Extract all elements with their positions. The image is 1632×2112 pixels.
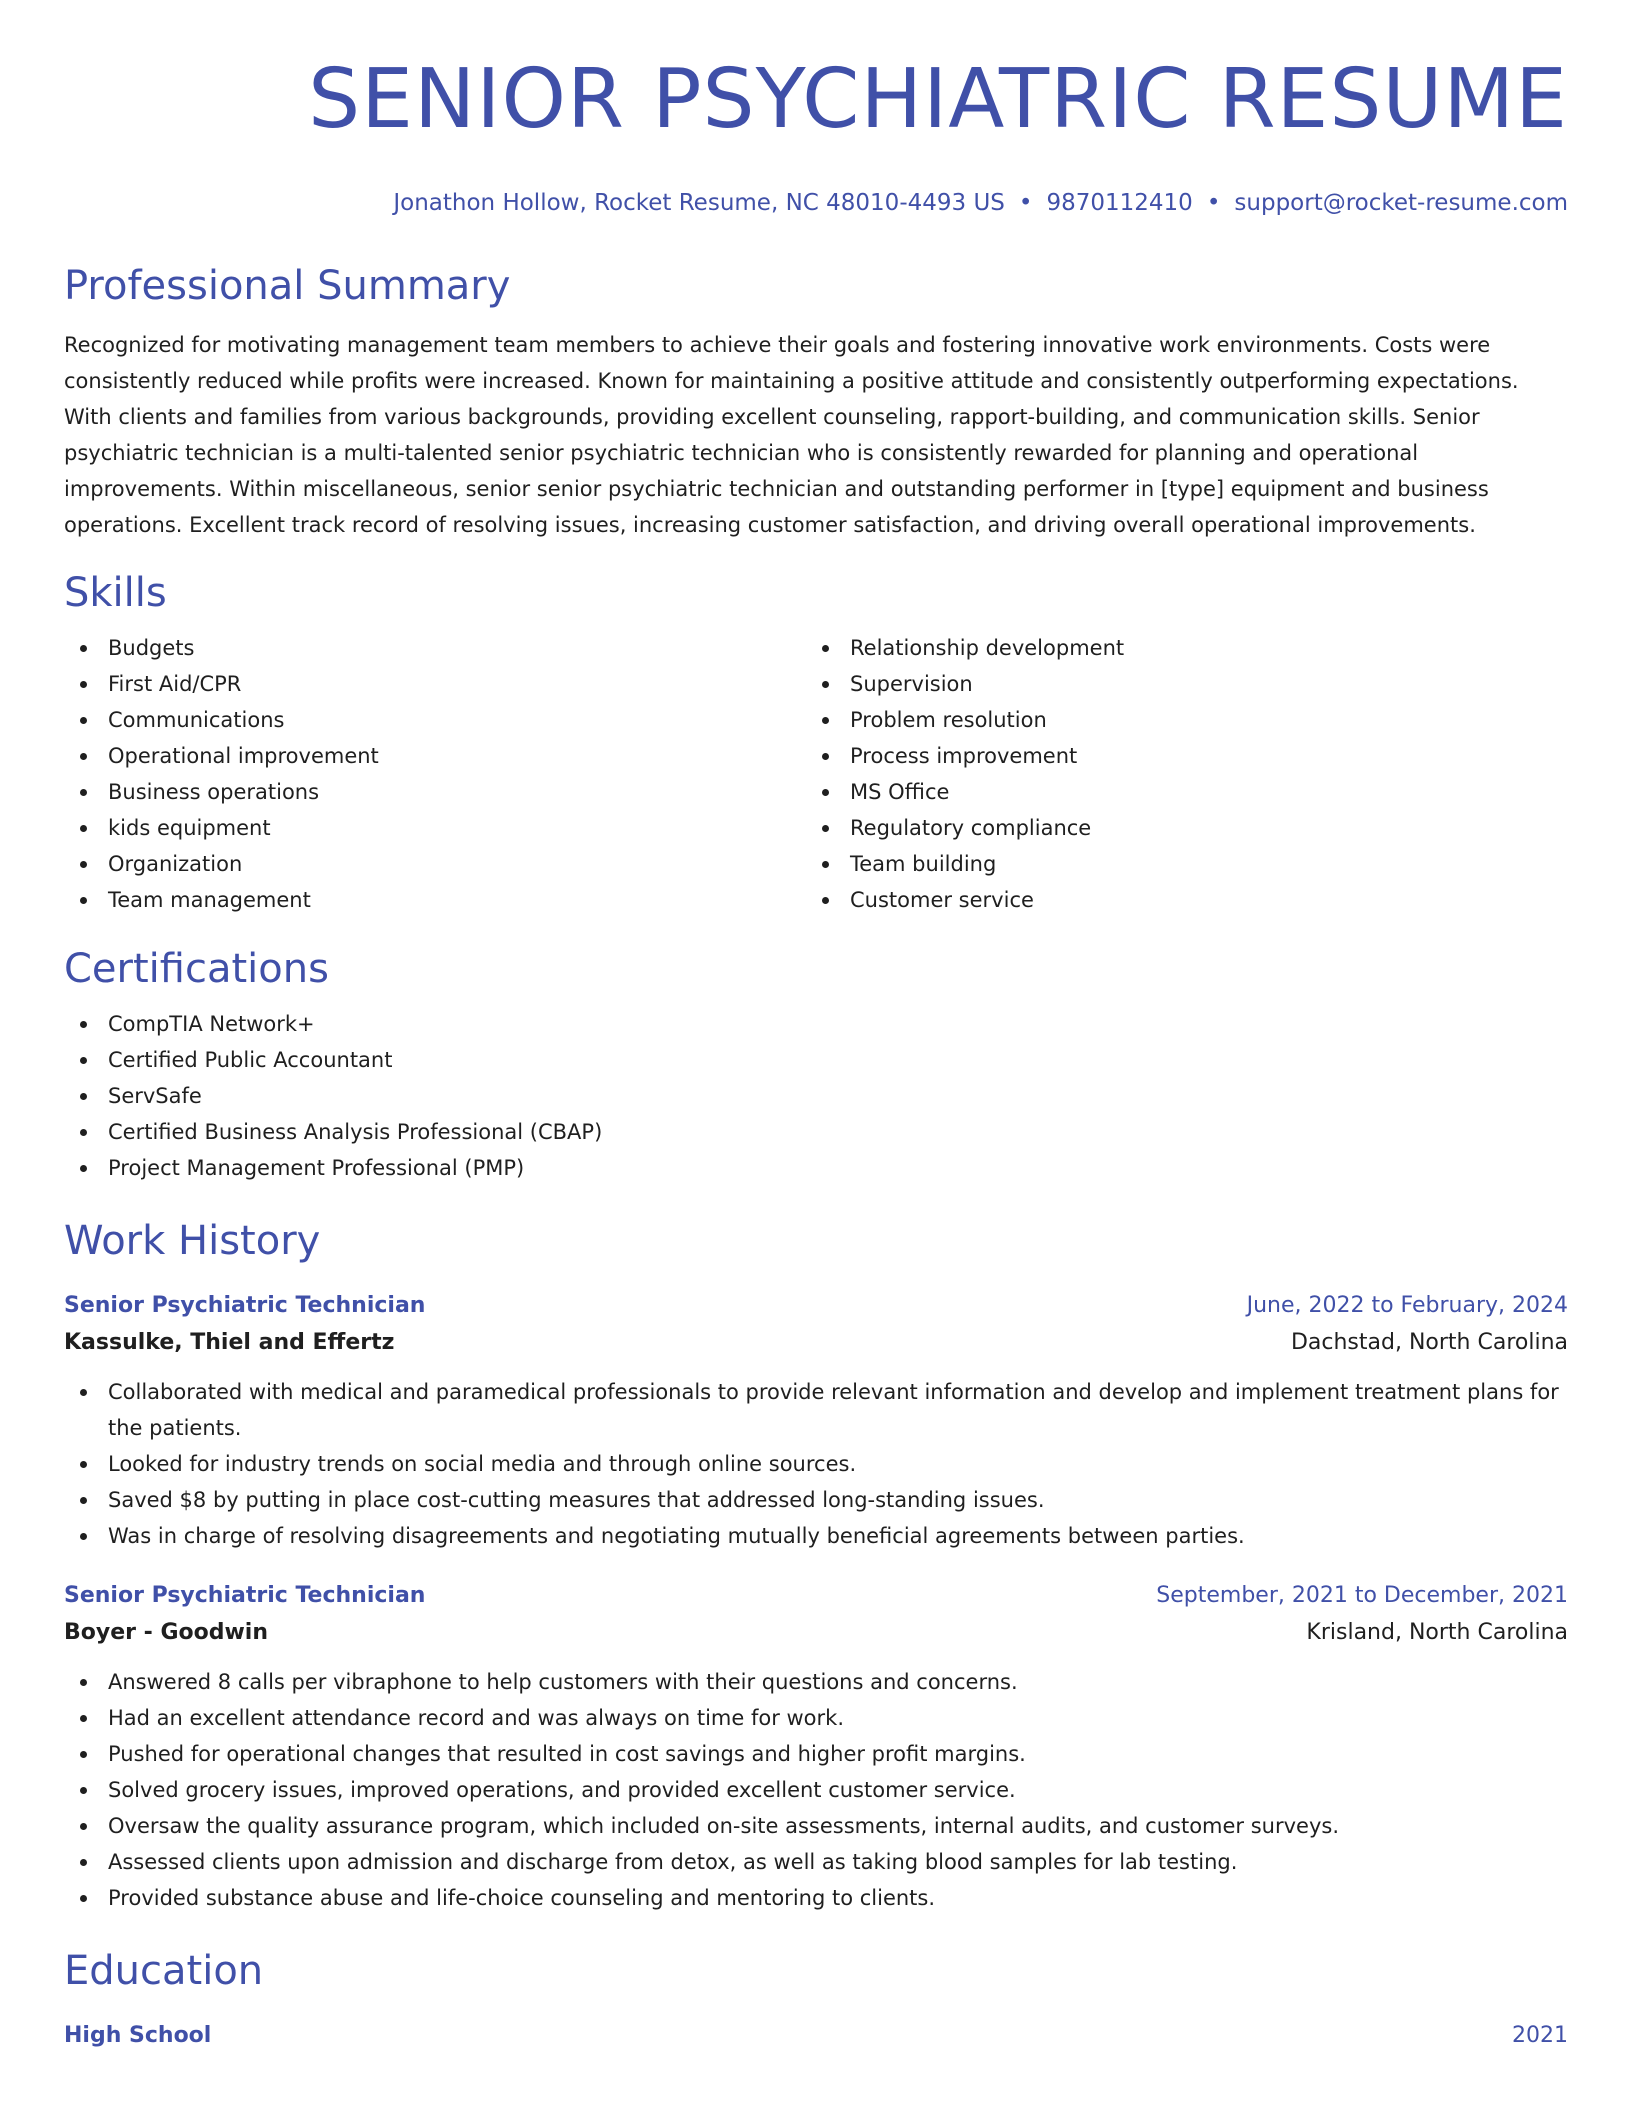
skills-grid (64, 630, 1568, 918)
certification-item: Project Management Professional (PMP) (64, 1150, 1568, 1186)
section-heading-skills: Skills (64, 570, 167, 616)
contact-line (64, 186, 1568, 220)
education-section (64, 1946, 1568, 2054)
skill-item: Organization (64, 846, 806, 882)
skill-item: Budgets (64, 630, 806, 666)
job-location: Dachstad, North Carolina (1290, 1330, 1568, 1355)
certifications-list (64, 1006, 1568, 1186)
job-title-row (64, 1578, 1568, 1614)
work-history-section (64, 1216, 1568, 1916)
job-title: Senior Psychiatric Technician (64, 1583, 426, 1608)
contact-separator: • (1018, 190, 1033, 216)
contact-phone: 9870112410 (1046, 190, 1193, 216)
job-title-row (64, 1288, 1568, 1324)
contact-email[interactable]: support@rocket-resume.com (1234, 190, 1568, 216)
duty-item: Answered 8 calls per vibraphone to help customers with their questions and concerns. (64, 1664, 1568, 1700)
job-entry (64, 1288, 1568, 1554)
skills-list-left (64, 630, 806, 918)
certification-item: Certified Business Analysis Professional (CBAP) (64, 1114, 1568, 1150)
section-heading-certifications: Certifications (64, 946, 329, 992)
job-dates: September, 2021 to December, 2021 (1156, 1583, 1568, 1608)
education-year: 2021 (1512, 2023, 1568, 2048)
certification-item: CompTIA Network+ (64, 1006, 1568, 1042)
skill-item: Regulatory compliance (806, 810, 1548, 846)
duty-item: Saved $8 by putting in place cost-cutting measures that addressed long-standing issues. (64, 1482, 1568, 1518)
job-company: Kassulke, Thiel and Effertz (64, 1330, 395, 1355)
duty-item: Assessed clients upon admission and discharge from detox, as well as taking blood samples for lab testing. (64, 1844, 1568, 1880)
skill-item: First Aid/CPR (64, 666, 806, 702)
duty-item: Collaborated with medical and paramedical professionals to provide relevant information and develop and implement treatment plans for the patients. (64, 1374, 1568, 1446)
contact-separator: • (1206, 190, 1221, 216)
job-company-row (64, 1614, 1568, 1652)
job-entry (64, 1578, 1568, 1916)
duty-item: Had an excellent attendance record and was always on time for work. (64, 1700, 1568, 1736)
job-duties-list (64, 1664, 1568, 1916)
contact-address: Jonathon Hollow, Rocket Resume, NC 48010-4493 US (393, 190, 1005, 216)
duty-item: Pushed for operational changes that resulted in cost savings and higher profit margins. (64, 1736, 1568, 1772)
duty-item: Was in charge of resolving disagreements and negotiating mutually beneficial agreements between parties. (64, 1518, 1568, 1554)
job-duties-list (64, 1374, 1568, 1554)
certification-item: ServSafe (64, 1078, 1568, 1114)
skill-item: Team building (806, 846, 1548, 882)
section-heading-education: Education (64, 1948, 264, 1994)
duty-item: Looked for industry trends on social media and through online sources. (64, 1446, 1568, 1482)
section-heading-summary: Professional Summary (64, 263, 511, 309)
duty-item: Solved grocery issues, improved operations, and provided excellent customer service. (64, 1772, 1568, 1808)
skill-item: Relationship development (806, 630, 1548, 666)
education-row (64, 2018, 1568, 2054)
resume-title: SENIOR PSYCHIATRIC RESUME (308, 52, 1568, 147)
job-title: Senior Psychiatric Technician (64, 1293, 426, 1318)
skills-section (64, 568, 1568, 918)
job-dates: June, 2022 to February, 2024 (1246, 1293, 1568, 1318)
skills-list-right (806, 630, 1548, 918)
skill-item: Supervision (806, 666, 1548, 702)
job-company-row (64, 1324, 1568, 1362)
skill-item: Business operations (64, 774, 806, 810)
skill-item: MS Office (806, 774, 1548, 810)
skill-item: kids equipment (64, 810, 806, 846)
job-company: Boyer - Goodwin (64, 1620, 269, 1645)
skill-item: Operational improvement (64, 738, 806, 774)
certifications-section (64, 944, 1568, 1186)
job-location: Krisland, North Carolina (1306, 1620, 1568, 1645)
skill-item: Team management (64, 882, 806, 918)
professional-summary-section (64, 261, 1568, 543)
education-degree: High School (64, 2023, 212, 2048)
summary-text: Recognized for motivating management team members to achieve their goals and fostering innovative work environments. Costs were consistently reduced while profits were increased. Known for maintaining a positive attitude and consistently outperforming expectations. With clients and families from various backgrounds, providing excellent counseling, rapport-building, and communication skills. Senior psychiatric technician is a multi-talented senior psychiatric technician who is consistently rewarded for planning and operational improvements. Within miscellaneous, senior senior psychiatric technician and outstanding performer in [type] equipment and business operations. Excellent track record of resolving issues, increasing customer satisfaction, and driving overall operational improvements. (64, 333, 1519, 537)
skill-item: Customer service (806, 882, 1548, 918)
certification-item: Certified Public Accountant (64, 1042, 1568, 1078)
section-heading-work: Work History (64, 1218, 321, 1264)
skill-item: Problem resolution (806, 702, 1548, 738)
skill-item: Process improvement (806, 738, 1548, 774)
skill-item: Communications (64, 702, 806, 738)
duty-item: Oversaw the quality assurance program, which included on-site assessments, internal audits, and customer surveys. (64, 1808, 1568, 1844)
duty-item: Provided substance abuse and life-choice counseling and mentoring to clients. (64, 1880, 1568, 1916)
